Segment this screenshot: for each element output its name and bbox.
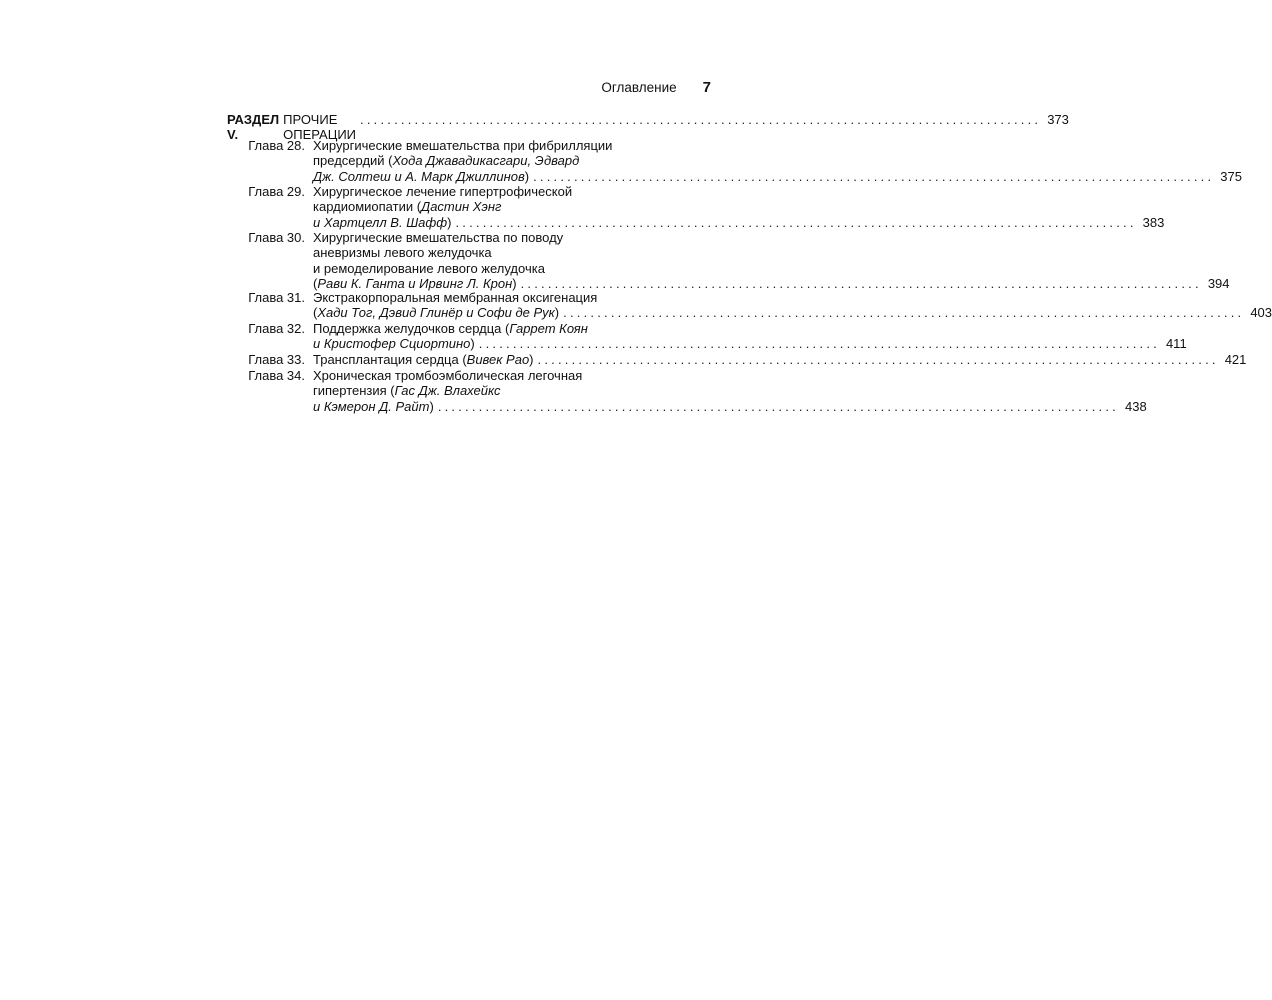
chapter-label: Глава 29. xyxy=(248,184,305,199)
dot-leader: .................................................................................................... xyxy=(533,168,1215,184)
chapter-title-line: Хирургические вмешательства по поводу xyxy=(313,230,564,245)
chapter-authors: Вивек Рао xyxy=(466,352,530,367)
dot-leader: .................................................................................................... xyxy=(455,214,1137,230)
chapter-title-line: Хирургические вмешательства при фибрилляции xyxy=(313,138,613,153)
chapter-page: 411 xyxy=(1165,336,1187,352)
chapter-authors: и Хартцелл В. Шафф xyxy=(313,214,448,230)
chapter-page: 383 xyxy=(1142,214,1165,230)
section-label: РАЗДЕЛ V. xyxy=(227,112,280,142)
section-page: 373 xyxy=(1047,112,1069,127)
chapter-title-line: гипертензия (Гас Дж. Влахейкс xyxy=(313,383,501,399)
chapter-page: 403 xyxy=(1250,305,1272,321)
chapter-authors: Рави К. Ганта и Ирвинг Л. Крон xyxy=(317,275,513,291)
chapter-authors: и Кристофер Сциортино xyxy=(313,336,471,352)
dot-leader: .................................................................................................... xyxy=(437,398,1119,414)
chapter-title-line: и ремоделирование левого желудочка xyxy=(313,260,545,276)
chapter-title-line: Хроническая тромбоэмболическая легочная xyxy=(313,368,583,383)
dot-leader: .................................................................................................... xyxy=(520,275,1202,291)
chapter-authors: и Кэмерон Д. Райт xyxy=(313,398,430,414)
chapter-title-line: Поддержка желудочков сердца (Гаррет Коян xyxy=(313,321,588,336)
dot-leader: .................................................................................................... xyxy=(478,336,1160,352)
chapter-label: Глава 33. xyxy=(248,352,305,367)
chapter-title-line: Хирургическое лечение гипертрофической xyxy=(313,184,573,199)
running-head-title: Оглавление xyxy=(601,80,677,95)
chapter-title-line: кардиомиопатии (Дастин Хэнг xyxy=(313,199,502,215)
chapter-authors: Дж. Солтеш и А. Марк Джиллинов xyxy=(313,168,525,184)
chapter-label: Глава 28. xyxy=(248,138,305,153)
chapter-label: Глава 32. xyxy=(248,321,305,336)
dot-leader: .................................................................................................... xyxy=(563,305,1245,321)
chapter-title-line: аневризмы левого желудочка xyxy=(313,245,492,261)
chapter-label: Глава 31. xyxy=(248,290,305,305)
dot-leader: .................................................................................................... xyxy=(537,352,1219,367)
chapter-label: Глава 34. xyxy=(248,368,305,383)
chapter-title-line: предсердий (Хода Джавадикасгари, Эдвард xyxy=(313,153,580,169)
chapter-label: Глава 30. xyxy=(248,230,305,245)
chapter-page: 394 xyxy=(1207,275,1230,291)
chapter-title-line: Экстракорпоральная мембранная оксигенация xyxy=(313,290,598,305)
running-head xyxy=(0,80,711,96)
dot-leader: .................................................................................................... xyxy=(360,112,1042,127)
chapter-page: 438 xyxy=(1125,398,1147,414)
chapter-authors: Хади Тог, Дэвид Глинёр и Софи де Рук xyxy=(317,305,555,321)
chapter-page: 421 xyxy=(1224,352,1247,367)
page-number: 7 xyxy=(702,79,711,96)
section-title: ПРОЧИЕ ОПЕРАЦИИ xyxy=(283,112,357,142)
chapter-page: 375 xyxy=(1220,168,1242,184)
